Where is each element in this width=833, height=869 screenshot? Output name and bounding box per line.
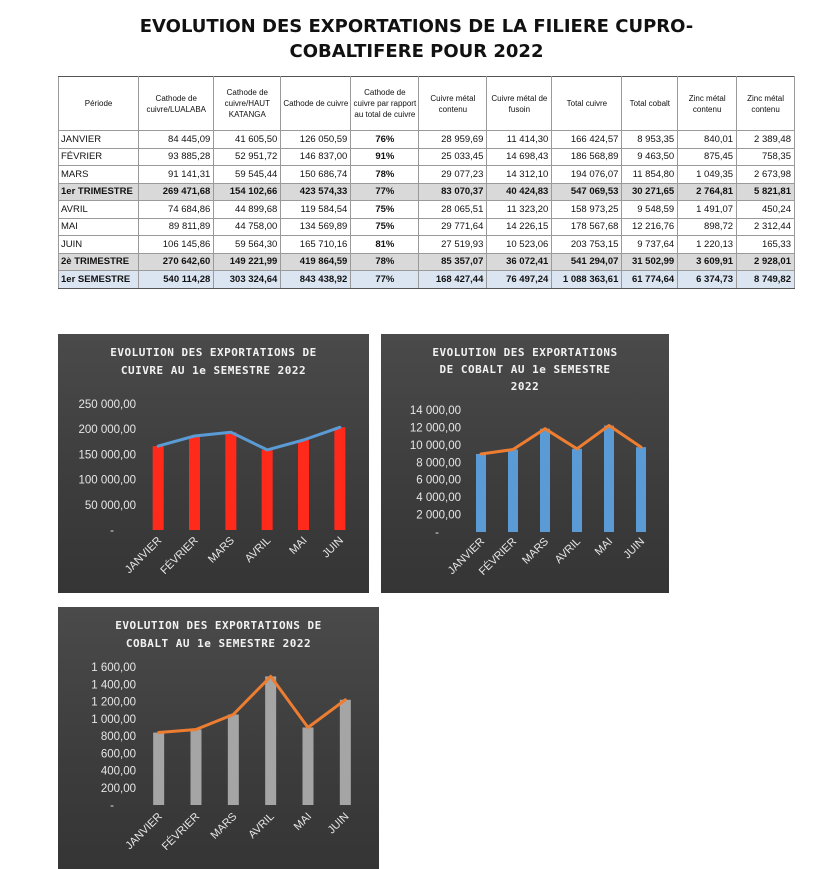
y-tick-label: 4 000,00 [416, 492, 461, 505]
x-tick-label: JANVIER [445, 535, 488, 577]
x-tick-label: MARS [520, 535, 552, 567]
bar [572, 449, 582, 532]
value-cell: 36 072,41 [487, 253, 552, 271]
value-cell: 165 710,16 [281, 236, 351, 254]
value-cell: 203 753,15 [552, 236, 622, 254]
x-tick-label: JUIN [320, 534, 346, 561]
value-cell: 1 220,13 [678, 236, 737, 254]
y-tick-label: - [110, 525, 114, 537]
header-cell: Cathode de cuivre/LUALABA [139, 77, 214, 131]
value-cell: 52 951,72 [214, 148, 281, 166]
value-cell: 10 523,06 [487, 236, 552, 254]
y-tick-label: 800,00 [100, 731, 136, 743]
value-cell: 2 928,01 [737, 253, 795, 271]
value-cell: 78% [351, 166, 419, 184]
value-cell: 1 491,07 [678, 201, 737, 219]
chart-title-line: CUIVRE AU 1e SEMESTRE 2022 [120, 364, 307, 377]
x-tick-label: AVRIL [246, 810, 277, 842]
bar [303, 727, 314, 805]
y-tick-label: 200,00 [100, 782, 136, 795]
exports-table [58, 76, 795, 289]
y-tick-label: 12 000,00 [409, 422, 461, 435]
header-cell: Période [59, 77, 139, 131]
table-row [59, 218, 795, 236]
value-cell: 29 077,23 [419, 166, 487, 184]
value-cell: 25 033,45 [419, 148, 487, 166]
value-cell: 1 088 363,61 [552, 271, 622, 289]
y-tick-label: 600,00 [100, 748, 136, 761]
value-cell: 146 837,00 [281, 148, 351, 166]
value-cell: 9 463,50 [622, 148, 678, 166]
y-tick-label: 1 200,00 [91, 696, 136, 709]
value-cell: 76% [351, 131, 419, 149]
value-cell: 8 749,82 [737, 271, 795, 289]
value-cell: 14 226,15 [487, 218, 552, 236]
bar [153, 733, 164, 805]
value-cell: 541 294,07 [552, 253, 622, 271]
period-cell: MAI [59, 218, 139, 236]
header-cell: Total cobalt [622, 77, 678, 131]
value-cell: 3 609,91 [678, 253, 737, 271]
value-cell: 28 065,51 [419, 201, 487, 219]
y-tick-label: 14 000,00 [409, 405, 461, 417]
header-cell: Cuivre métal contenu [419, 77, 487, 131]
value-cell: 12 216,76 [622, 218, 678, 236]
value-cell: 540 114,28 [139, 271, 214, 289]
value-cell: 149 221,99 [214, 253, 281, 271]
value-cell: 269 471,68 [139, 183, 214, 201]
value-cell: 9 737,64 [622, 236, 678, 254]
table-header-row [59, 77, 795, 131]
value-cell: 14 312,10 [487, 166, 552, 184]
chart-svg [58, 607, 379, 869]
bar [153, 446, 164, 530]
value-cell: 178 567,68 [552, 218, 622, 236]
period-cell: 1er SEMESTRE [59, 271, 139, 289]
x-tick-label: FÉVRIER [476, 535, 520, 578]
value-cell: 40 424,83 [487, 183, 552, 201]
value-cell: 75% [351, 218, 419, 236]
y-tick-label: 10 000,00 [409, 439, 461, 452]
y-tick-label: 100 000,00 [78, 474, 136, 487]
value-cell: 2 764,81 [678, 183, 737, 201]
series-line [159, 676, 346, 732]
y-tick-label: 1 000,00 [91, 713, 136, 726]
bar [540, 429, 550, 532]
main-title-line-1: EVOLUTION DES EXPORTATIONS DE LA FILIERE CUPRO- [139, 16, 694, 37]
value-cell: 5 821,81 [737, 183, 795, 201]
value-cell: 150 686,74 [281, 166, 351, 184]
value-cell: 9 548,59 [622, 201, 678, 219]
value-cell: 168 427,44 [419, 271, 487, 289]
y-tick-label: - [435, 527, 439, 539]
header-cell: Total cuivre [552, 77, 622, 131]
value-cell: 76 497,24 [487, 271, 552, 289]
value-cell: 126 050,59 [281, 131, 351, 149]
period-cell: MARS [59, 166, 139, 184]
value-cell: 75% [351, 201, 419, 219]
value-cell: 270 642,60 [139, 253, 214, 271]
zinc-exports-chart [58, 607, 379, 869]
value-cell: 154 102,66 [214, 183, 281, 201]
value-cell: 898,72 [678, 218, 737, 236]
header-cell: Zinc métal contenu [678, 77, 737, 131]
header-cell: Zinc métal contenu [737, 77, 795, 131]
y-tick-label: 250 000,00 [78, 399, 136, 411]
value-cell: 41 605,50 [214, 131, 281, 149]
bar [189, 436, 200, 530]
value-cell: 8 953,35 [622, 131, 678, 149]
y-tick-label: - [110, 800, 114, 812]
value-cell: 758,35 [737, 148, 795, 166]
y-tick-label: 50 000,00 [84, 499, 136, 512]
chart-title-line: EVOLUTION DES EXPORTATIONS [432, 346, 618, 359]
period-cell: FÉVRIER [59, 148, 139, 166]
table-row [59, 166, 795, 184]
series-line [481, 426, 641, 455]
x-tick-label: FÉVRIER [158, 534, 201, 577]
value-cell: 6 374,73 [678, 271, 737, 289]
x-tick-label: MARS [205, 534, 237, 566]
value-cell: 61 774,64 [622, 271, 678, 289]
value-cell: 186 568,89 [552, 148, 622, 166]
header-cell: Cathode de cuivre par rapport au total de cuivre [351, 77, 419, 131]
bar [228, 714, 239, 805]
value-cell: 81% [351, 236, 419, 254]
value-cell: 194 076,07 [552, 166, 622, 184]
bar [604, 426, 614, 532]
value-cell: 44 758,00 [214, 218, 281, 236]
x-tick-label: FÉVRIER [159, 810, 203, 853]
table-row [59, 236, 795, 254]
value-cell: 158 973,25 [552, 201, 622, 219]
value-cell: 840,01 [678, 131, 737, 149]
x-tick-label: MAI [291, 810, 315, 833]
value-cell: 74 684,86 [139, 201, 214, 219]
value-cell: 303 324,64 [214, 271, 281, 289]
value-cell: 843 438,92 [281, 271, 351, 289]
value-cell: 27 519,93 [419, 236, 487, 254]
chart-title-line: EVOLUTION DES EXPORTATIONS DE [115, 619, 322, 632]
value-cell: 91% [351, 148, 419, 166]
bar [476, 454, 486, 532]
value-cell: 11 323,20 [487, 201, 552, 219]
x-tick-label: JUIN [621, 535, 648, 562]
value-cell: 11 414,30 [487, 131, 552, 149]
x-tick-label: AVRIL [242, 534, 274, 566]
bar [225, 432, 236, 530]
y-tick-label: 2 000,00 [416, 509, 461, 522]
value-cell: 423 574,33 [281, 183, 351, 201]
y-tick-label: 200 000,00 [78, 424, 136, 437]
value-cell: 450,24 [737, 201, 795, 219]
table-row [59, 148, 795, 166]
value-cell: 77% [351, 183, 419, 201]
y-tick-label: 1 600,00 [91, 662, 136, 674]
chart-title-line: EVOLUTION DES EXPORTATIONS DE [110, 346, 317, 359]
copper-exports-chart [58, 334, 369, 593]
chart-title-line: DE COBALT AU 1e SEMESTRE [439, 363, 611, 376]
chart-svg [381, 334, 669, 593]
value-cell: 83 070,37 [419, 183, 487, 201]
value-cell: 77% [351, 271, 419, 289]
chart-svg [58, 334, 369, 593]
header-cell: Cuivre métal de fusoin [487, 77, 552, 131]
value-cell: 29 771,64 [419, 218, 487, 236]
x-tick-label: JANVIER [122, 534, 165, 576]
header-cell: Cathode de cuivre [281, 77, 351, 131]
value-cell: 2 673,98 [737, 166, 795, 184]
table-row [59, 271, 795, 289]
period-cell: 2è TRIMESTRE [59, 253, 139, 271]
table-body [59, 131, 795, 289]
x-tick-label: AVRIL [552, 535, 584, 567]
period-cell: AVRIL [59, 201, 139, 219]
value-cell: 875,45 [678, 148, 737, 166]
period-cell: JANVIER [59, 131, 139, 149]
bar [508, 450, 518, 532]
chart-title-line: COBALT AU 1e SEMESTRE 2022 [125, 637, 312, 650]
y-tick-label: 1 400,00 [91, 679, 136, 692]
value-cell: 166 424,57 [552, 131, 622, 149]
x-tick-label: JANVIER [123, 810, 165, 852]
value-cell: 89 811,89 [139, 218, 214, 236]
period-cell: 1er TRIMESTRE [59, 183, 139, 201]
y-tick-label: 150 000,00 [78, 449, 136, 462]
value-cell: 14 698,43 [487, 148, 552, 166]
x-tick-label: MAI [592, 535, 616, 558]
x-tick-label: MAI [287, 534, 310, 557]
value-cell: 31 502,99 [622, 253, 678, 271]
cobalt-exports-chart [381, 334, 669, 593]
table-row [59, 131, 795, 149]
bar [191, 729, 202, 805]
period-cell: JUIN [59, 236, 139, 254]
value-cell: 106 145,86 [139, 236, 214, 254]
value-cell: 78% [351, 253, 419, 271]
bar [298, 440, 309, 530]
bar [265, 676, 276, 805]
bar [636, 447, 646, 532]
y-tick-label: 8 000,00 [416, 457, 461, 470]
y-tick-label: 6 000,00 [416, 474, 461, 487]
value-cell: 84 445,09 [139, 131, 214, 149]
value-cell: 30 271,65 [622, 183, 678, 201]
y-tick-label: 400,00 [100, 765, 136, 778]
value-cell: 59 545,44 [214, 166, 281, 184]
value-cell: 2 389,48 [737, 131, 795, 149]
value-cell: 91 141,31 [139, 166, 214, 184]
x-tick-label: MARS [208, 810, 240, 842]
value-cell: 59 564,30 [214, 236, 281, 254]
value-cell: 85 357,07 [419, 253, 487, 271]
value-cell: 44 899,68 [214, 201, 281, 219]
value-cell: 165,33 [737, 236, 795, 254]
table-row [59, 253, 795, 271]
value-cell: 93 885,28 [139, 148, 214, 166]
value-cell: 134 569,89 [281, 218, 351, 236]
bar [262, 450, 273, 530]
value-cell: 11 854,80 [622, 166, 678, 184]
main-title [0, 14, 833, 64]
x-tick-label: JUIN [325, 810, 352, 837]
table-row [59, 183, 795, 201]
value-cell: 419 864,59 [281, 253, 351, 271]
header-cell: Cathode de cuivre/HAUT KATANGA [214, 77, 281, 131]
chart-title-line: 2022 [510, 380, 540, 393]
bar [340, 700, 351, 805]
value-cell: 28 959,69 [419, 131, 487, 149]
value-cell: 119 584,54 [281, 201, 351, 219]
value-cell: 547 069,53 [552, 183, 622, 201]
value-cell: 1 049,35 [678, 166, 737, 184]
value-cell: 2 312,44 [737, 218, 795, 236]
table-row [59, 201, 795, 219]
bar [334, 427, 345, 530]
main-title-line-2: COBALTIFERE POUR 2022 [289, 41, 544, 62]
series-line [158, 427, 340, 450]
